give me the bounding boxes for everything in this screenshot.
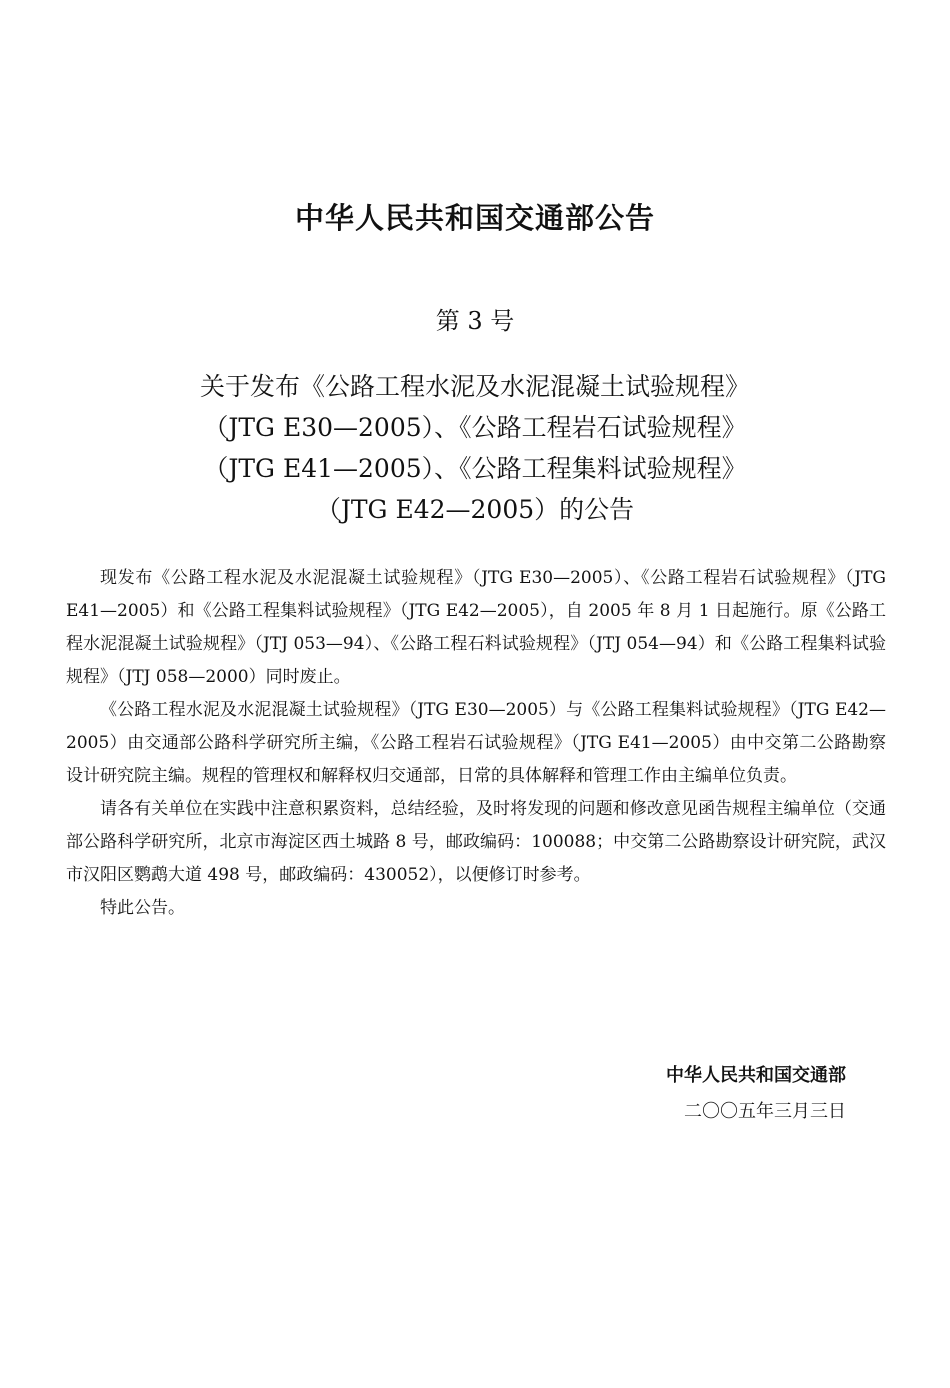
subtitle-line: （JTG E30—2005）、《公路工程岩石试验规程》 [203, 413, 747, 442]
body-paragraph: 特此公告。 [100, 898, 185, 918]
page-title: 中华人民共和国交通部公告 [294, 201, 655, 235]
announcement-subtitle [0, 366, 950, 530]
subtitle-line: 关于发布《公路工程水泥及水泥混凝土试验规程》 [199, 372, 750, 401]
body-paragraph: 《公路工程水泥及水泥混凝土试验规程》（JTG E30—2005）与《公路工程集料试验规程》（JTG E42—2005）由交通部公路科学研究所主编，《公路工程岩石试验规程》（JTG E41—2005）由中交第二公路勘察设计研究院主编。规程的管理权和解释权归交通部，日常的具体解释和管理工作由主编单位负责。 [66, 700, 886, 786]
announcement-body [66, 562, 886, 925]
signature-date: 二〇〇五年三月三日 [684, 1101, 846, 1122]
body-paragraph: 现发布《公路工程水泥及水泥混凝土试验规程》（JTG E30—2005）、《公路工程岩石试验规程》（JTG E41—2005）和《公路工程集料试验规程》（JTG E42—2005），自 2005 年 8 月 1 日起施行。原《公路工程水泥混凝土试验规程》（JTJ 053—94）、《公路工程石料试验规程》（JTJ 054—94）和《公路工程集料试验规程》（JTJ 058—2000）同时废止。 [66, 568, 886, 687]
signature-organization: 中华人民共和国交通部 [666, 1065, 846, 1086]
body-paragraph: 请各有关单位在实践中注意积累资料，总结经验，及时将发现的问题和修改意见函告规程主编单位（交通部公路科学研究所，北京市海淀区西土城路 8 号，邮政编码：100088；中交第二公路勘察设计研究院，武汉市汉阳区鹦鹉大道 498 号，邮政编码：430052），以便修订时参考。 [66, 799, 886, 885]
signature-block [666, 1058, 846, 1130]
subtitle-line: （JTG E41—2005）、《公路工程集料试验规程》 [203, 454, 747, 483]
subtitle-line: （JTG E42—2005）的公告 [315, 495, 635, 524]
announcement-number: 第 3 号 [435, 307, 515, 335]
